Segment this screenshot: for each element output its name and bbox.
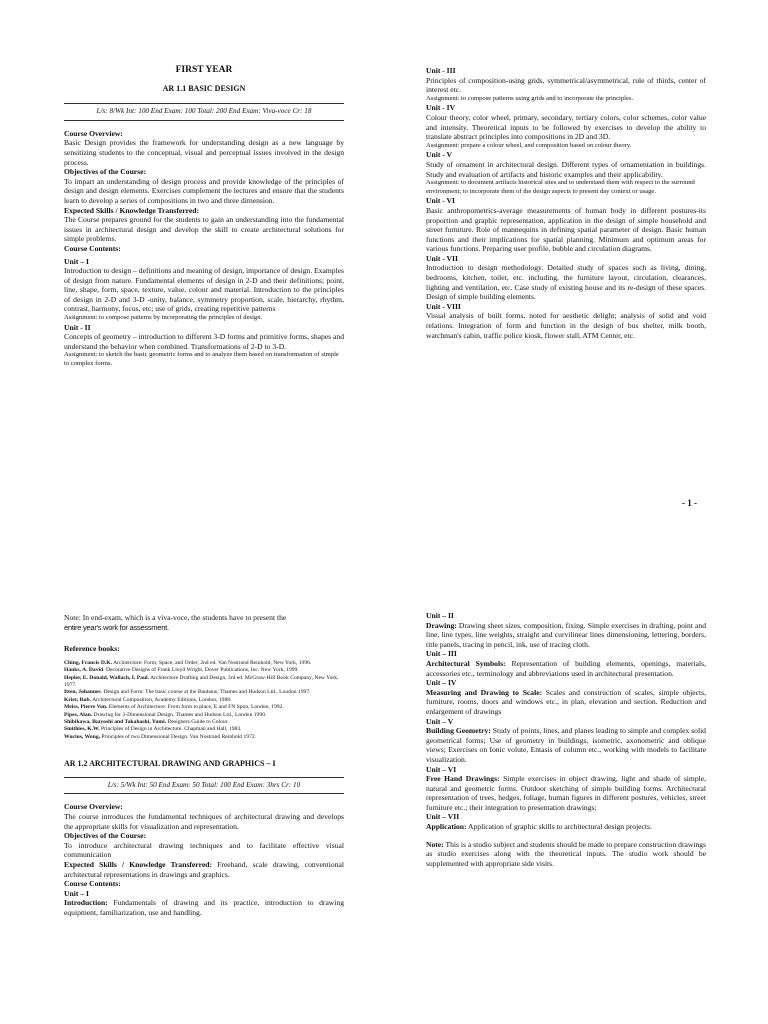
unit-text: Introduction to design methodology. Detailed study of spaces such as living, dining, bedrooms, kitchen, toilet, etc. including, the furniture layout, circulation, clearances, lighting and ventilation, etc. Case study of existing house and its re-design of these spaces. Design of simple building elements. — [426, 263, 706, 302]
skills-heading: Expected Skills / Knowledge Transferred: — [64, 205, 199, 215]
unit-text: Architectural Symbols: Representation of building elements, openings, materials, accessories etc., terminology and abbreviations used in architectural presentation. — [426, 658, 707, 678]
objectives-heading: Objectives of the Course: — [64, 167, 147, 177]
unit-text: Basic anthropometrics-average measurements of human body in different postures-its proportion and graphic representation, application in the design of simple household and street furniture. Role of mannequins in defining spatial parameter of design. Basic human functions and their implications for spatial planning. Minimum and optimum areas for various functions. Preparing user profile, bubble and circulation diagrams. — [426, 205, 706, 254]
unit-heading: Unit – VII — [426, 812, 460, 822]
page1-left-column — [64, 66, 344, 369]
skills-paragraph: Expected Skills / Knowledge Transferred: Freehand, scale drawing, conventional architectural representations in drawings and graphics. — [64, 860, 344, 879]
page2-left-column — [64, 613, 344, 918]
course-info-bar: L/s: 5/Wk Int: 50 End Exam: 50 Total: 100 End Exam: 3hrs Cr: 10 — [64, 777, 344, 795]
unit-text: Free Hand Drawings: Simple exercises in object drawing, light and shade of simple, natural and geometric forms. Outdoor sketching of simple building forms. Architectural representation of trees, hedges, foliage, human figures in different postures, vehicles, street furniture etc.; their integration to presentation drawings; — [426, 774, 706, 812]
unit-heading: Unit - VII — [426, 253, 458, 263]
unit-heading: Unit - II — [64, 322, 91, 332]
unit-text: Introduction: Fundamentals of drawing and its practice, introduction to drawing equipment, familiarization, use and handling. — [64, 898, 344, 917]
unit-assignment: Assignment: to compose patterns using grids and to incorporate the principles. — [426, 94, 634, 102]
reference-item: Itten, Johannes. Design and Form: The basic course at the Bauhaus, Thames and Hudson Ltd., London 1997. — [64, 689, 311, 696]
reference-item: Pipes, Alan. Drawing for 3-Dimensional Design. Thames and Hudson Ltd., London 1990. — [64, 711, 267, 718]
unit-heading: Unit – I — [64, 256, 89, 266]
reference-item: Hanks, A. David. Decorative Designs of Frank Lloyd Wright, Dover Publications, Inc. New York, 1999. — [64, 667, 299, 674]
reference-item: Hepler, E. Donald, Wallach, I. Paul. Architecture Drafting and Design, 3rd ed. McGraw-Hill Book Company, New York, 1977. — [64, 674, 339, 688]
unit-text: Study of ornament in architectural design. Different types of ornamentation in buildings. Study and evaluation of artifacts and historic examples and their applicability. — [426, 159, 706, 179]
course-title: AR 1.2 ARCHITECTURAL DRAWING AND GRAPHICS – I — [64, 759, 276, 769]
unit-text: Building Geometry: Study of points, lines, and planes leading to simple and complex solid geometrical forms; Use of geometry in buildings, isometric, axonometric and oblique views; Exercises on Ionic volute, Entasis of column etc., working with models to facilitate visualization. — [426, 726, 706, 764]
page1-right-column — [426, 66, 706, 340]
references-heading: Reference books: — [64, 644, 120, 654]
unit-text: Drawing: Drawing sheet sizes, composition, fixing. Simple exercises in drafting, point and line, line types, line weights, straight and curvilinear lines dimensioning, lettering, borders, title panels, tracing in pencil, ink, use of tracing cloth. — [426, 620, 706, 649]
overview-heading: Course Overview: — [64, 128, 123, 138]
exam-note: Note: In end-exam, which is a viva-voce, the students have to present the — [64, 613, 287, 622]
objectives-heading: Objectives of the Course: — [64, 831, 147, 841]
reference-item: Shibikawa, Ikuyoshi and Takahashi, Yumi. Designers Guide to Colour. — [64, 719, 229, 726]
unit-assignment: Assignment: to document artifacts historical sites and to understand them with respect to the surround environment; to incorporate them of the design aspects to present day context or usage. — [426, 179, 695, 195]
studio-note: Note: This is a studio subject and students should be made to prepare construction drawings as studio exercises along with the theoretical inputs. The studio work should be supplemented with appropriate side visits. — [426, 839, 706, 868]
objectives-text: To introduce architectural drawing techniques and to facilitate effective visual communication — [64, 840, 344, 860]
page2-right-column — [426, 611, 706, 868]
contents-heading: Course Contents: — [64, 879, 121, 889]
unit-heading: Unit – III — [426, 649, 457, 659]
reference-item: Meiss, Pierre Von. Elements of Architecture: From form to place, E and FN Spon, London, 1992. — [64, 704, 284, 711]
unit-text: Application: Application of graphic skills to architectural design projects. — [426, 822, 652, 832]
page-number: - 1 - — [682, 498, 697, 508]
reference-item: Wucius, Wong, Principles of two Dimensional Design. Van Nostrand Reinhold 1972. — [64, 733, 257, 740]
unit-heading: Unit - VIII — [426, 301, 461, 311]
reference-item: Krier, Rob. Architectural Composition, Academy Editions, London, 1988. — [64, 696, 232, 703]
course-info-bar: L/s: 8/Wk Int: 100 End Exam: 100 Total: 200 End Exam: Viva-voce Cr: 18 — [64, 103, 344, 121]
unit-text: Colour theory, color wheel, primary, secondary, tertiary colors, color schemes, color value and intensity. Theoretical inputs to be followed by exercises to develop the ability to translate abstract principles into compositions in 2D and 3D. — [426, 112, 706, 142]
unit-assignment: Assignment: to compose patterns by incorporating the principles of design. — [64, 314, 263, 322]
unit-text: Principles of composition-using grids, symmetrical/asymmetrical, rule of thirds, center of interest etc. — [426, 75, 706, 95]
unit-heading: Unit – V — [426, 716, 454, 726]
unit-assignment: Assignment: to sketch the basic geometric forms and to analyze them based on transformation of simple to complex forms. — [64, 351, 339, 368]
unit-text: Visual analysis of built forms, noted for aesthetic delight; analysis of solid and void relations. Integration of form and function in the design of bus shelter, milk booth, watchman's cabin, traffic police kiosk, flower stall, ATM Center, etc. — [426, 311, 706, 340]
unit-heading: Unit – I — [64, 888, 89, 898]
unit-heading: Unit - III — [426, 66, 456, 75]
reference-item: Smithies, K.W. Principles of Design in Architecture. Chapman and Hall, 1983. — [64, 726, 242, 733]
unit-text: Measuring and Drawing to Scale: Scales and construction of scales, simple objects, furniture, rooms, doors and windows etc., in plan, elevation and section. Reduction and enlargement of drawings — [426, 687, 706, 716]
unit-heading: Unit - IV — [426, 103, 456, 113]
page-title: FIRST YEAR — [175, 65, 233, 75]
overview-heading: Course Overview: — [64, 802, 123, 812]
unit-heading: Unit - VI — [426, 196, 455, 206]
unit-text: Introduction to design – definitions and meaning of design, importance of design. Examples of design from nature. Fundamental elements of design in 2-D and their definitions; point, line, shape, form, space, texture, value, colour and material. Introduction to the principles of design in 2-D and 3-D -unity, balance, symmetry proportion, scale, hierarchy, rhythm, contrast, harmony, focus, etc; use of grids, creating repetitive patterns — [64, 266, 344, 314]
unit-heading: Unit – II — [426, 611, 454, 620]
unit-heading: Unit - V — [426, 150, 453, 160]
contents-heading: Course Contents: — [64, 243, 121, 253]
reference-item: Ching, Francis D.K. Architecture: Form, Space, and Order, 2nd ed. Van Nostrand Reinhold, New York, 1996. — [64, 659, 312, 666]
course-title: AR 1.1 BASIC DESIGN — [162, 83, 246, 93]
unit-heading: Unit – VI — [426, 764, 457, 774]
unit-heading: Unit – IV — [426, 678, 457, 688]
unit-text: Concepts of geometry – introduction to different 3-D forms and primitive forms, shapes and understand the behavior when combined. Transformations of 2-D to 3-D. — [64, 332, 344, 351]
unit-assignment: Assignment: prepare a colour wheel, and composition based on colour theory. — [426, 141, 632, 149]
objectives-text: To impart an understanding of design process and provide knowledge of the principles of design and design elements. Exercises complement the lectures and ensure that the students learn to develop a series of compositions in two and three dimension. — [64, 176, 344, 205]
reference-list — [64, 660, 344, 741]
skills-text: The Course prepares ground for the students to gain an understanding into the fundamental issues in architectural design and develop the skill to create architectural solutions for simple problems. — [64, 215, 344, 244]
overview-text: Basic Design provides the framework for understanding design as a new language by sensitizing students to the conceptual, visual and perceptual issues involved in the design process. — [64, 138, 344, 167]
exam-note-continued: entire year's work for assessment. — [64, 622, 169, 632]
overview-text: The course introduces the fundamental techniques of architectural drawing and develops the appropriate skills for visualization and representation. — [64, 812, 344, 831]
